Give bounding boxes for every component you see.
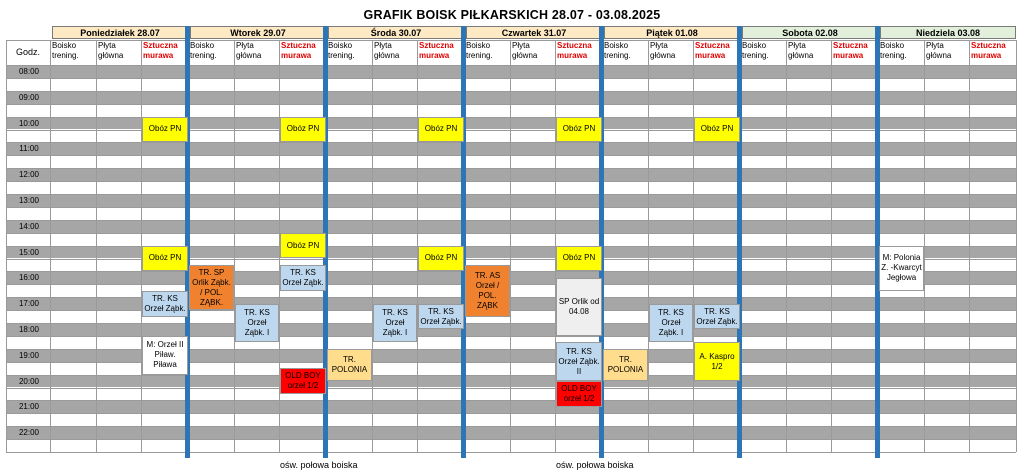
grid-row [6, 104, 1016, 117]
schedule-event[interactable]: A. Kaspro 1/2 [694, 342, 740, 381]
grid-vline [50, 40, 51, 452]
day-separator [185, 26, 190, 458]
schedule-event[interactable]: TR. KS Orzeł Ząbk. [418, 304, 464, 330]
day-header: Niedziela 03.08 [880, 26, 1016, 39]
time-label: 09:00 [18, 92, 40, 102]
time-label: 12:00 [18, 170, 40, 180]
grid-vline [969, 40, 970, 452]
day-separator [875, 26, 880, 458]
column-header: Płyta główna [926, 41, 952, 60]
grid-row [6, 78, 1016, 91]
time-label: 21:00 [18, 402, 40, 412]
grid-vline [96, 40, 97, 452]
schedule-event[interactable]: TR. POLONIA [603, 349, 648, 381]
grid-vline [693, 40, 694, 452]
grid-row [6, 233, 1016, 246]
grid-row [6, 388, 1016, 401]
column-header: Boisko trening. [466, 41, 493, 60]
grid-hline [6, 375, 1016, 376]
schedule-event[interactable]: Obóz PN [556, 246, 602, 272]
column-header: Sztuczna murawa [143, 41, 178, 60]
schedule-event[interactable]: Obóz PN [142, 117, 188, 143]
schedule-event[interactable]: Obóz PN [280, 233, 326, 259]
grid-row [6, 142, 1016, 155]
time-label: 22:00 [18, 428, 40, 438]
grid-vline [786, 40, 787, 452]
column-header: Płyta główna [236, 41, 262, 60]
time-label: 17:00 [18, 299, 40, 309]
grid-vline [924, 40, 925, 452]
grid-hline [6, 65, 1016, 66]
time-label: 14:00 [18, 221, 40, 231]
column-header: Boisko trening. [190, 41, 217, 60]
grid-row [6, 413, 1016, 426]
column-header: Płyta główna [98, 41, 124, 60]
grid-hline [6, 388, 1016, 389]
schedule-event[interactable]: Obóz PN [418, 117, 464, 143]
grid-hline [6, 220, 1016, 221]
schedule-event[interactable]: Obóz PN [694, 117, 740, 143]
schedule-event[interactable]: Obóz PN [418, 246, 464, 272]
grid-hline [6, 168, 1016, 169]
column-header: Sztuczna murawa [695, 41, 730, 60]
column-header: Boisko trening. [604, 41, 631, 60]
day-separator [461, 26, 466, 458]
column-header: Sztuczna murawa [833, 41, 868, 60]
column-header: Płyta główna [788, 41, 814, 60]
day-header: Środa 30.07 [328, 26, 464, 39]
grid-vline [510, 40, 511, 452]
column-header: Sztuczna murawa [971, 41, 1006, 60]
time-label: 13:00 [18, 196, 40, 205]
time-label: 10:00 [18, 118, 40, 128]
grid-row [6, 155, 1016, 168]
column-header: Płyta główna [650, 41, 676, 60]
grid-vline [234, 40, 235, 452]
time-label: 16:00 [18, 273, 40, 283]
column-header: Boisko trening. [52, 41, 79, 60]
grid-row [6, 323, 1016, 336]
schedule-event[interactable]: Obóz PN [556, 117, 602, 143]
grid-row [6, 168, 1016, 181]
grid-hline [6, 194, 1016, 195]
schedule-event[interactable]: OLD BOY orzeł 1/2 [280, 368, 326, 394]
grid-hline [6, 413, 1016, 414]
day-header: Sobota 02.08 [742, 26, 878, 39]
schedule-event[interactable]: Obóz PN [142, 246, 188, 272]
schedule-event[interactable]: M: Polonia Z. -Kwarcyt Jegłowa [879, 246, 924, 291]
schedule-event[interactable]: SP Orlik od 04.08 [556, 278, 602, 336]
time-label: 18:00 [18, 325, 40, 334]
schedule-event[interactable]: OLD BOY orzeł 1/2 [556, 381, 602, 407]
schedule-event[interactable]: TR. KS Orzeł Ząbk. I [235, 304, 279, 343]
grid-vline [831, 40, 832, 452]
time-label: 20:00 [18, 376, 40, 386]
schedule-event[interactable]: M: Orzeł II Piław. Piława [142, 336, 188, 375]
grid-row [6, 400, 1016, 413]
time-label: 08:00 [18, 67, 40, 76]
page-title: GRAFIK BOISK PIŁKARSKICH 28.07 - 03.08.2025 [363, 8, 661, 22]
grid-hline [6, 181, 1016, 182]
time-label: 15:00 [18, 247, 40, 257]
grid-hline [6, 91, 1016, 92]
day-header: Piątek 01.08 [604, 26, 740, 39]
grid-vline [6, 40, 7, 452]
grid-hline [6, 452, 1016, 453]
schedule-event[interactable]: TR. KS Orzeł Ząbk. [694, 304, 740, 330]
schedule-event[interactable]: TR. KS Orzeł Ząbk. I [373, 304, 417, 343]
schedule-event[interactable]: TR. KS Orzeł Ząbk. II [556, 342, 602, 381]
grid-hline [6, 284, 1016, 285]
column-header: Sztuczna murawa [557, 41, 592, 60]
schedule-event[interactable]: TR. AS Orzeł / POL. ZĄBK [465, 265, 510, 317]
day-separator [737, 26, 742, 458]
grid-hline [6, 400, 1016, 401]
column-header: Boisko trening. [880, 41, 907, 60]
grid-hline [6, 155, 1016, 156]
schedule-event[interactable]: TR. KS Orzeł Ząbk. I [649, 304, 693, 343]
grid-row [6, 207, 1016, 220]
grid-vline [648, 40, 649, 452]
grid-hline [6, 323, 1016, 324]
grid-hline [6, 426, 1016, 427]
schedule-event[interactable]: TR. SP Orlik Ząbk. / POL. ZĄBK. [189, 265, 234, 310]
day-header: Poniedziałek 28.07 [52, 26, 188, 39]
schedule-event[interactable]: TR. KS Orzeł Ząbk. [142, 291, 188, 317]
grid-hline [6, 142, 1016, 143]
grid-vline [372, 40, 373, 452]
grid-row [6, 220, 1016, 233]
column-header: Boisko trening. [742, 41, 769, 60]
grid-row [6, 65, 1016, 78]
schedule-event[interactable]: TR. POLONIA [327, 349, 372, 381]
grid-hline [6, 233, 1016, 234]
godz-label: Godz. [15, 47, 40, 57]
day-header: Czwartek 31.07 [466, 26, 602, 39]
grid-row [6, 91, 1016, 104]
grid-hline [6, 271, 1016, 272]
grid-hline [6, 78, 1016, 79]
column-header: Sztuczna murawa [281, 41, 316, 60]
schedule-event[interactable]: Obóz PN [280, 117, 326, 143]
grid-row [6, 271, 1016, 284]
column-header: Boisko trening. [328, 41, 355, 60]
time-label: 11:00 [19, 144, 39, 154]
grid-hline [6, 207, 1016, 208]
day-header: Wtorek 29.07 [190, 26, 326, 39]
grid-hline [6, 439, 1016, 440]
grid-row [6, 194, 1016, 207]
column-header: Płyta główna [374, 41, 400, 60]
grid-vline [1016, 40, 1017, 452]
grid-row [6, 181, 1016, 194]
footer-note: ośw. połowa boiska [556, 460, 634, 470]
grid-hline [6, 104, 1016, 105]
grid-row [6, 375, 1016, 388]
grid-row [6, 439, 1016, 452]
time-label: 19:00 [18, 350, 40, 360]
footer-note: ośw. połowa boiska [280, 460, 358, 470]
column-header: Płyta główna [512, 41, 538, 60]
schedule-event[interactable]: TR. KS Orzeł Ząbk. [280, 265, 326, 291]
column-header: Sztuczna murawa [419, 41, 454, 60]
grid-row [6, 426, 1016, 439]
